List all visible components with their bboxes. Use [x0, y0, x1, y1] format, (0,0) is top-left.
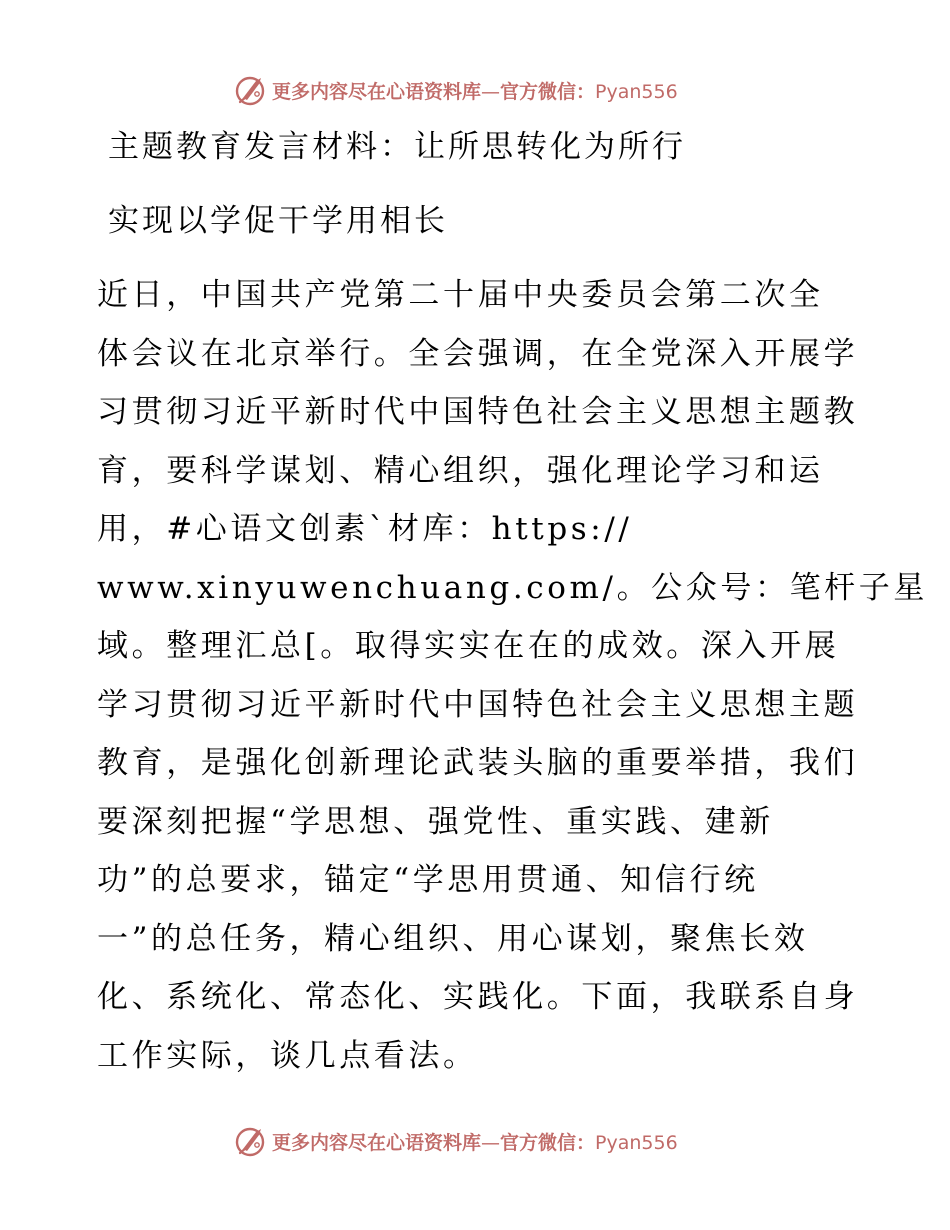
body-line: 一”的总任务，精心组织、用心谋划，聚焦长效 [97, 921, 809, 957]
watermark-text: 更多内容尽在心语资料库 [272, 80, 482, 103]
body-line: 学习贯彻习近平新时代中国特色社会主义思想主题 [97, 687, 859, 723]
quill-logo-icon [234, 1124, 268, 1158]
watermark-text: 更多内容尽在心语资料库 [272, 1131, 482, 1154]
watermark-label: 官方微信： [500, 80, 596, 103]
body-line: 教育，是强化创新理论武装头脑的重要举措，我们 [97, 745, 859, 781]
body-line: 要深刻把握“学思想、强党性、重实践、建新 [97, 804, 774, 840]
watermark-id: Pyan556 [595, 1131, 678, 1154]
body-line: 功”的总要求，锚定“学思用贯通、知信行统 [97, 862, 759, 898]
watermark-header [234, 73, 678, 107]
body-line: 工作实际，谈几点看法。 [97, 1038, 478, 1074]
watermark-separator: — [481, 1131, 501, 1154]
watermark-footer [234, 1124, 678, 1158]
body-line: www.xinyuwenchuang.com/。公众号：笔杆子星 [97, 570, 928, 606]
watermark-separator: — [481, 80, 501, 103]
body-line: 习贯彻习近平新时代中国特色社会主义思想主题教 [97, 394, 859, 430]
body-line: 育，要科学谋划、精心组织，强化理论学习和运 [97, 453, 824, 489]
body-line: 化、系统化、常态化、实践化。下面，我联系自身 [97, 979, 859, 1015]
watermark-id: Pyan556 [595, 80, 678, 103]
body-line: 域。整理汇总[。取得实实在在的成效。深入开展 [97, 628, 840, 664]
document-subtitle: 实现以学促干学用相长 [108, 203, 448, 239]
quill-logo-icon [234, 73, 268, 107]
body-line: 用，#心语文创素`材库：https:// [97, 511, 633, 547]
watermark-label: 官方微信： [500, 1131, 596, 1154]
body-line: 体会议在北京举行。全会强调，在全党深入开展学 [97, 336, 859, 372]
document-title: 主题教育发言材料：让所思转化为所行 [108, 129, 686, 165]
body-line: 近日，中国共产党第二十届中央委员会第二次全 [97, 277, 824, 313]
